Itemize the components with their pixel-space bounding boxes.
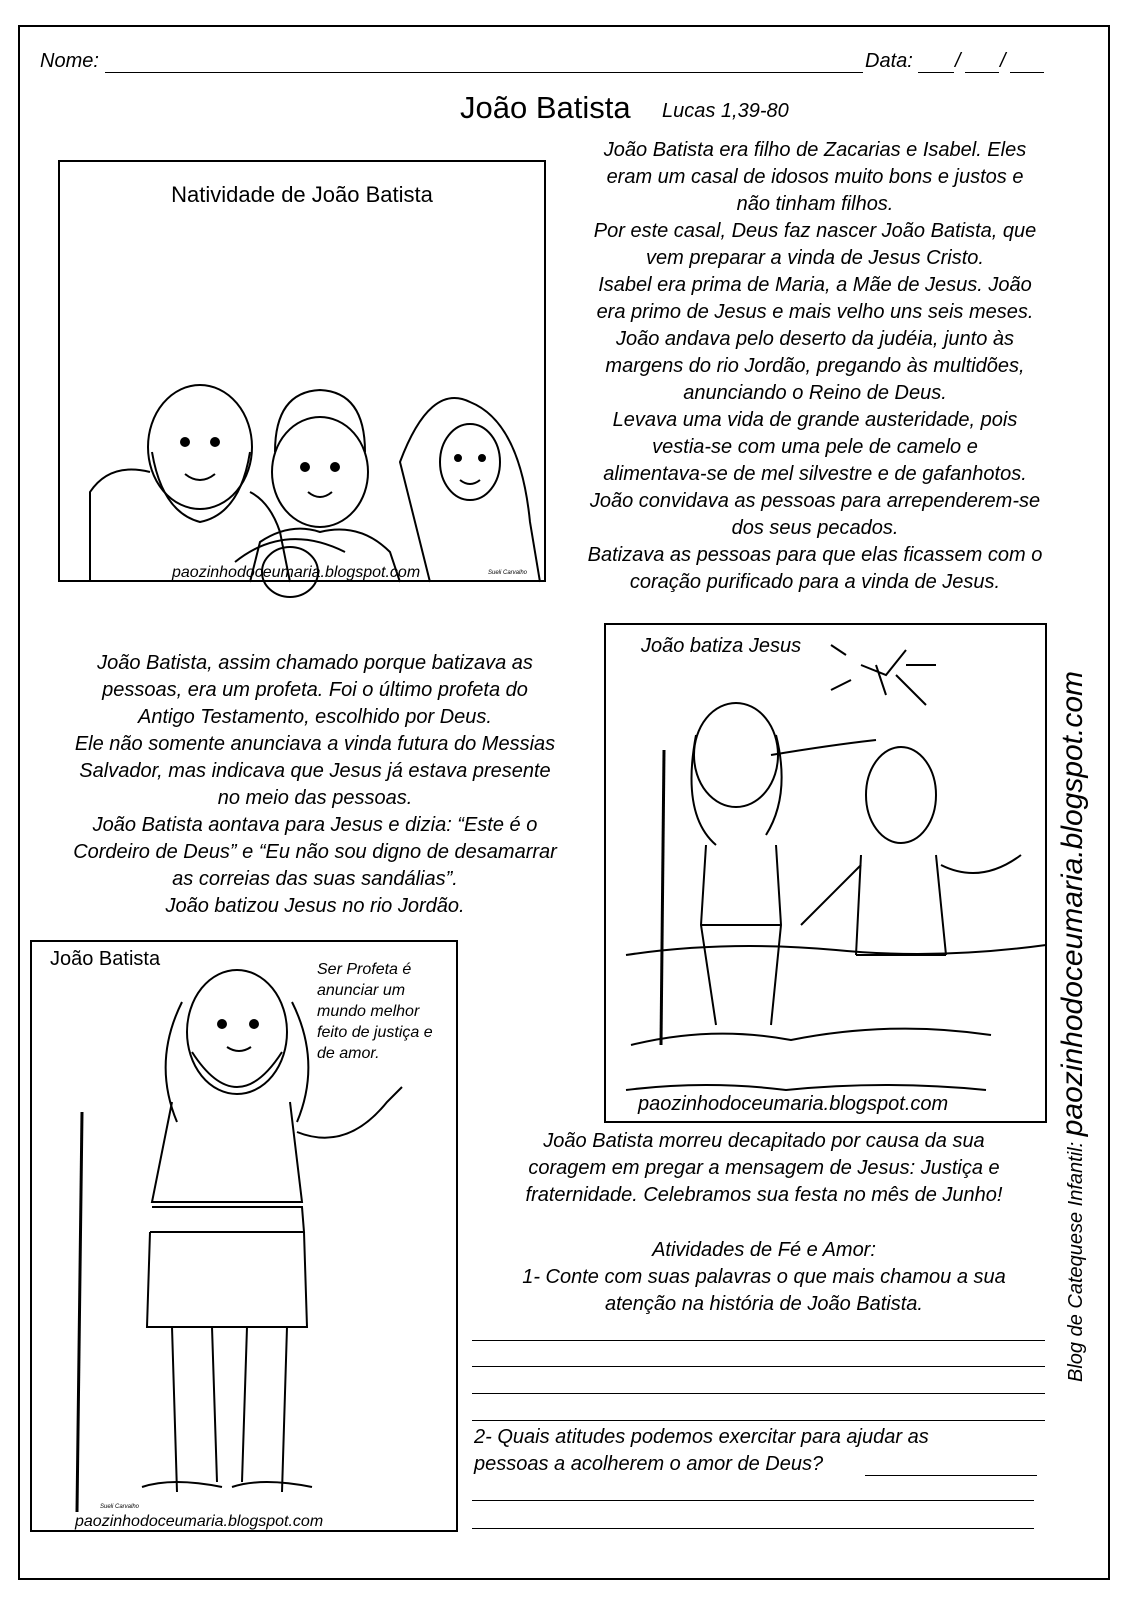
activities-heading: Atividades de Fé e Amor: [652, 1239, 876, 1261]
name-field[interactable] [105, 72, 863, 73]
nativity-illustration [60, 162, 548, 584]
baptism-illustration [606, 625, 1049, 1125]
date-month-field[interactable] [965, 72, 999, 73]
answer-line[interactable] [472, 1393, 1045, 1394]
answer-line[interactable] [472, 1528, 1034, 1529]
bible-reference: Lucas 1,39-80 [662, 100, 789, 122]
john-watermark: paozinhodoceumaria.blogspot.com [75, 1513, 324, 1530]
death-paragraph: João Batista morreu decapitado por causa da sua coragem em pregar a mensagem de Jesus: Justiça e fraternidade. Celebramos sua festa no mês de Junho! [525, 1130, 1003, 1206]
question-1: 1- Conte com suas palavras o que mais chamou a sua atenção na história de João Batista. [522, 1266, 1006, 1315]
date-day-field[interactable] [918, 72, 954, 73]
answer-line[interactable] [865, 1475, 1037, 1476]
answer-line[interactable] [472, 1500, 1034, 1501]
nativity-image [58, 160, 546, 582]
date-year-field[interactable] [1010, 72, 1044, 73]
date-separator: / [1000, 50, 1006, 72]
answer-line[interactable] [472, 1340, 1045, 1341]
side-credit [1056, 671, 1090, 1382]
nativity-caption: Natividade de João Batista [171, 182, 433, 207]
question-2: 2- Quais atitudes podemos exercitar para ajudar as pessoas a acolherem o amor de Deus? [474, 1426, 929, 1475]
john-image [30, 940, 458, 1532]
side-credit-prefix: Blog de Catequese Infantil: [1065, 1136, 1087, 1382]
nativity-watermark: paozinhodoceumaria.blogspot.com [172, 564, 421, 581]
answer-line[interactable] [472, 1420, 1045, 1421]
date-separator: / [955, 50, 961, 72]
john-signature: Sueli Carvalho [100, 1504, 140, 1510]
baptism-image [604, 623, 1047, 1123]
intro-paragraph: João Batista era filho de Zacarias e Isabel. Eles eram um casal de idosos muito bons e justos e não tinham filhos. Por este casal, Deus faz nascer João Batista, que vem preparar a vinda de Jesus Cristo. Isabel era prima de Maria, a Mãe de Jesus. João era primo de Jesus e mais velho uns seis meses. João andava pelo deserto da judéia, junto às margens do rio Jordão, pregando às multidões, anunciando o Reino de Deus. Levava uma vida de grande austeridade, pois vestia-se com uma pele de camelo e alimentava-se de mel silvestre e de gafanhotos. João convidava as pessoas para arrependerem-se dos seus pecados. Batizava as pessoas para que elas ficassem com o coração purificado para a vinda de Jesus. [587, 139, 1043, 593]
prophet-paragraph: João Batista, assim chamado porque batizava as pessoas, era um profeta. Foi o último profeta do Antigo Testamento, escolhido por Deus. Ele não somente anunciava a vinda futura do Messias Salvador, mas indicava que Jesus já estava presente no meio das pessoas. João Batista aontava para Jesus e dizia: “Este é o Cordeiro de Deus” e “Eu não sou digno de desamarrar as correias das suas sandálias”. João batizou Jesus no rio Jordão. [73, 652, 557, 917]
answer-line[interactable] [472, 1366, 1045, 1367]
baptism-caption: João batiza Jesus [641, 635, 802, 657]
prophet-note: Ser Profeta é anunciar um mundo melhor feito de justiça e de amor. [317, 961, 433, 1062]
john-illustration [32, 942, 460, 1534]
name-label: Nome: [40, 50, 99, 72]
john-caption: João Batista [50, 948, 161, 970]
nativity-signature: Sueli Carvalho [488, 570, 528, 576]
date-label: Data: [865, 50, 913, 72]
baptism-watermark: paozinhodoceumaria.blogspot.com [638, 1093, 949, 1115]
page-title: João Batista [460, 90, 631, 125]
side-credit-site: paozinhodoceumaria.blogspot.com [1056, 670, 1089, 1137]
